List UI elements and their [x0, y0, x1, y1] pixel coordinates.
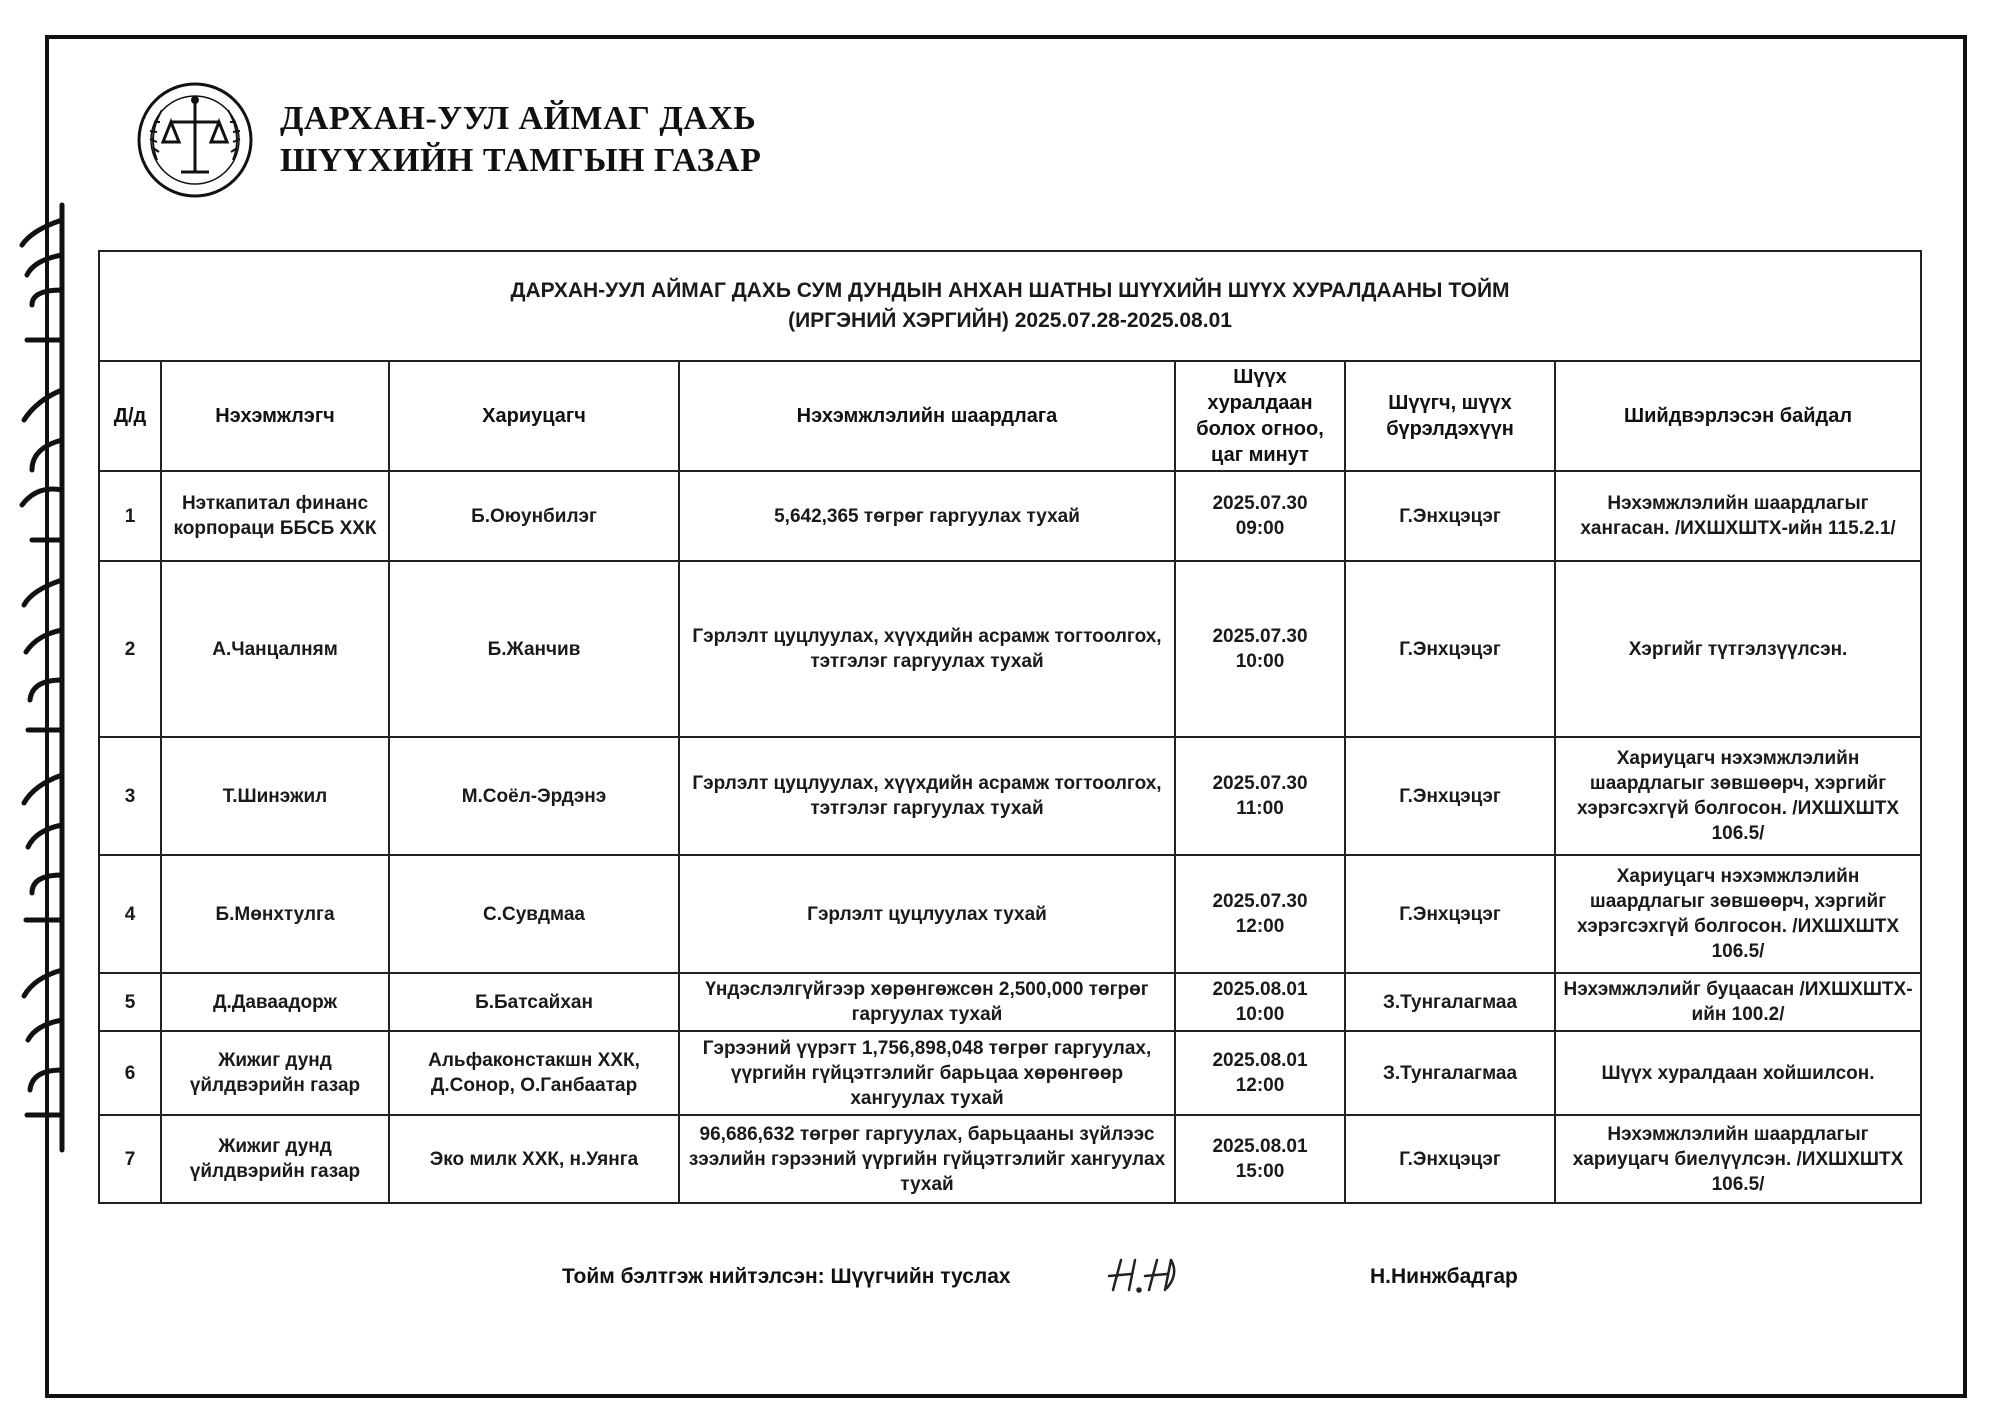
office-name-line1: ДАРХАН-УУЛ АЙМАГ ДАХЬ: [280, 100, 757, 137]
table-row: [99, 471, 1921, 561]
table-header-row: [99, 361, 1921, 471]
table-row: [99, 1115, 1921, 1203]
cell-plaintiff: Нэткапитал финанс корпораци ББСБ ХХК: [161, 471, 389, 561]
table-row: [99, 1031, 1921, 1115]
cell-plaintiff: Т.Шинэжил: [161, 737, 389, 855]
cell-claim: Гэрлэлт цуцлуулах тухай: [679, 855, 1175, 973]
cell-datetime: [1175, 1031, 1345, 1115]
cell-datetime: [1175, 561, 1345, 737]
cell-time: 12:00: [1235, 1075, 1285, 1096]
cell-plaintiff: Д.Даваадорж: [161, 973, 389, 1031]
table-title-line2: (ИРГЭНИЙ ХЭРГИЙН) 2025.07.28-2025.08.01: [788, 309, 1232, 332]
cell-judge: Г.Энхцэцэг: [1345, 737, 1555, 855]
cell-judge: Г.Энхцэцэг: [1345, 855, 1555, 973]
cell-date: 2025.07.30: [1212, 773, 1308, 794]
cell-plaintiff: Жижиг дунд үйлдвэрийн газар: [161, 1031, 389, 1115]
cell-datetime: [1175, 737, 1345, 855]
table-title-line1: ДАРХАН-УУЛ АЙМАГ ДАХЬ СУМ ДУНДЫН АНХАН ШАТНЫ ШҮҮХИЙН ШҮҮХ ХУРАЛДААНЫ ТОЙМ: [510, 279, 1510, 302]
cell-time: 10:00: [1235, 1004, 1285, 1025]
cell-defendant: Б.Батсайхан: [389, 973, 679, 1031]
col-header-defendant: Хариуцагч: [389, 361, 679, 471]
cell-judge: Г.Энхцэцэг: [1345, 471, 1555, 561]
cell-defendant: М.Соёл-Эрдэнэ: [389, 737, 679, 855]
col-header-claim: Нэхэмжлэлийн шаардлага: [679, 361, 1175, 471]
cell-defendant: Эко милк ХХК, н.Уянга: [389, 1115, 679, 1203]
cell-date: 2025.07.30: [1212, 493, 1308, 514]
cell-time: 11:00: [1236, 798, 1284, 819]
cell-defendant: Альфаконстакшн ХХК, Д.Сонор, О.Ганбаатар: [389, 1031, 679, 1115]
cell-date: 2025.08.01: [1212, 1136, 1308, 1157]
cell-date: 2025.08.01: [1212, 979, 1308, 1000]
cell-result: Нэхэмжлэлийн шаардлагыг хариуцагч биелүүлсэн. /ИХШХШТХ 106.5/: [1555, 1115, 1921, 1203]
cell-datetime: [1175, 973, 1345, 1031]
cell-time: 10:00: [1235, 651, 1285, 672]
col-header-judge: Шүүгч, шүүх бүрэлдэхүүн: [1345, 361, 1555, 471]
cell-defendant: С.Сувдмаа: [389, 855, 679, 973]
cell-datetime: [1175, 471, 1345, 561]
cell-result: Хариуцагч нэхэмжлэлийн шаардлагыг зөвшөөрч, хэргийг хэрэгсэхгүй болгосон. /ИХШХШТХ 106.5/: [1555, 737, 1921, 855]
table-row: [99, 855, 1921, 973]
cell-no: 3: [99, 737, 161, 855]
cell-result: Нэхэмжлэлийн шаардлагыг хангасан. /ИХШХШТХ-ийн 115.2.1/: [1555, 471, 1921, 561]
signature: [1105, 1250, 1185, 1300]
prepared-by-label: Тойм бэлтгэж нийтэлсэн: Шүүгчийн туслах: [562, 1265, 1011, 1288]
cell-no: 6: [99, 1031, 161, 1115]
cell-claim: Гэрээний үүрэгт 1,756,898,048 төгрөг гаргуулах, үүргийн гүйцэтгэлийг барьцаа хөрөнгөөр хангуулах тухай: [679, 1031, 1175, 1115]
cell-plaintiff: Б.Мөнхтулга: [161, 855, 389, 973]
cell-time: 09:00: [1235, 518, 1285, 539]
cell-no: 4: [99, 855, 161, 973]
footer: [0, 1250, 2000, 1310]
cell-claim: Гэрлэлт цуцлуулах, хүүхдийн асрамж тогтоолгох, тэтгэлэг гаргуулах тухай: [679, 737, 1175, 855]
cell-claim: 5,642,365 төгрөг гаргуулах тухай: [679, 471, 1175, 561]
cell-result: Хэргийг түтгэлзүүлсэн.: [1555, 561, 1921, 737]
cell-judge: З.Тунгалагмаа: [1345, 1031, 1555, 1115]
cell-claim: Үндэслэлгүйгээр хөрөнгөжсөн 2,500,000 төгрөг гаргуулах тухай: [679, 973, 1175, 1031]
table-title: [99, 251, 1921, 361]
cell-judge: Г.Энхцэцэг: [1345, 561, 1555, 737]
court-scales-emblem-icon: [135, 80, 255, 200]
assistant-name: Н.Нинжбадгар: [1370, 1265, 1518, 1288]
cell-defendant: Б.Оюунбилэг: [389, 471, 679, 561]
cell-result: Шүүх хуралдаан хойшилсон.: [1555, 1031, 1921, 1115]
table-row: [99, 973, 1921, 1031]
office-header: [280, 98, 761, 182]
cell-result: Хариуцагч нэхэмжлэлийн шаардлагыг зөвшөөрч, хэргийг хэрэгсэхгүй болгосон. /ИХШХШТХ 106.5/: [1555, 855, 1921, 973]
cell-date: 2025.07.30: [1212, 626, 1308, 647]
cell-date: 2025.08.01: [1212, 1050, 1308, 1071]
mongolian-script-strip: [0, 200, 90, 1160]
cell-judge: З.Тунгалагмаа: [1345, 973, 1555, 1031]
cell-plaintiff: Жижиг дунд үйлдвэрийн газар: [161, 1115, 389, 1203]
cell-no: 2: [99, 561, 161, 737]
cell-date: 2025.07.30: [1212, 891, 1308, 912]
cell-no: 5: [99, 973, 161, 1031]
cell-datetime: [1175, 855, 1345, 973]
cell-no: 1: [99, 471, 161, 561]
cell-judge: Г.Энхцэцэг: [1345, 1115, 1555, 1203]
office-name-line2: ШҮҮХИЙН ТАМГЫН ГАЗАР: [280, 142, 762, 179]
cell-time: 12:00: [1235, 916, 1285, 937]
cell-plaintiff: А.Чанцалням: [161, 561, 389, 737]
cell-result: Нэхэмжлэлийг буцаасан /ИХШХШТХ-ийн 100.2/: [1555, 973, 1921, 1031]
hearing-schedule-table: [98, 250, 1920, 1204]
col-header-no: Д/д: [99, 361, 161, 471]
cell-no: 7: [99, 1115, 161, 1203]
col-header-result: Шийдвэрлэсэн байдал: [1555, 361, 1921, 471]
cell-datetime: [1175, 1115, 1345, 1203]
cell-defendant: Б.Жанчив: [389, 561, 679, 737]
table-row: [99, 561, 1921, 737]
col-header-plaintiff: Нэхэмжлэгч: [161, 361, 389, 471]
col-header-date: Шүүх хуралдаан болох огноо, цаг минут: [1175, 361, 1345, 471]
cell-claim: Гэрлэлт цуцлуулах, хүүхдийн асрамж тогтоолгох, тэтгэлэг гаргуулах тухай: [679, 561, 1175, 737]
table-row: [99, 737, 1921, 855]
cell-claim: 96,686,632 төгрөг гаргуулах, барьцааны зүйлээс зээлийн гэрээний үүргийн гүйцэтгэлийг хангуулах тухай: [679, 1115, 1175, 1203]
cell-time: 15:00: [1235, 1161, 1285, 1182]
